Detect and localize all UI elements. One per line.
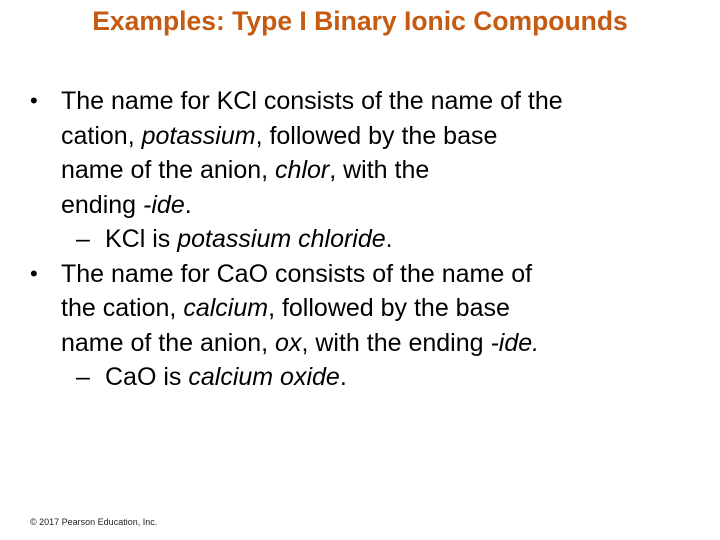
term-ide: -ide.: [490, 328, 540, 357]
sub-bullet-kcl: – KCl is potassium chloride.: [30, 222, 710, 257]
term-potassium: potassium: [141, 121, 256, 150]
term-calcium-oxide: calcium oxide: [188, 363, 340, 391]
sub-bullet-marker: –: [76, 225, 90, 253]
bullet-kcl-line-2: cation, potassium, followed by the base: [61, 121, 498, 150]
bullet-kcl: [30, 84, 710, 222]
bullet-cao-line-3: name of the anion, ox, with the ending -ide.: [61, 328, 540, 357]
sub-bullet-marker: –: [76, 363, 90, 391]
bullet-cao: [30, 257, 710, 361]
term-ide: -ide: [143, 190, 185, 219]
bullet-cao-line-2: the cation, calcium, followed by the base: [61, 294, 510, 322]
slide-content: [30, 84, 710, 395]
bullet-marker: •: [30, 260, 38, 286]
bullet-kcl-line-1: The name for KCl consists of the name of the: [61, 87, 563, 115]
term-calcium: calcium: [183, 294, 269, 322]
term-potassium-chloride: potassium chloride: [177, 225, 386, 253]
term-chlor: chlor: [275, 156, 330, 184]
bullet-kcl-line-3: name of the anion, chlor, with the: [61, 156, 430, 184]
bullet-marker: •: [30, 88, 38, 113]
copyright-footer: © 2017 Pearson Education, Inc.: [30, 517, 158, 527]
bullet-kcl-line-4: ending -ide.: [61, 190, 192, 219]
sub-bullet-cao: – CaO is calcium oxide.: [30, 360, 710, 395]
term-ox: ox: [275, 328, 302, 357]
slide-title: Examples: Type I Binary Ionic Compounds: [92, 6, 628, 36]
bullet-cao-line-1: The name for CaO consists of the name of: [61, 259, 533, 288]
